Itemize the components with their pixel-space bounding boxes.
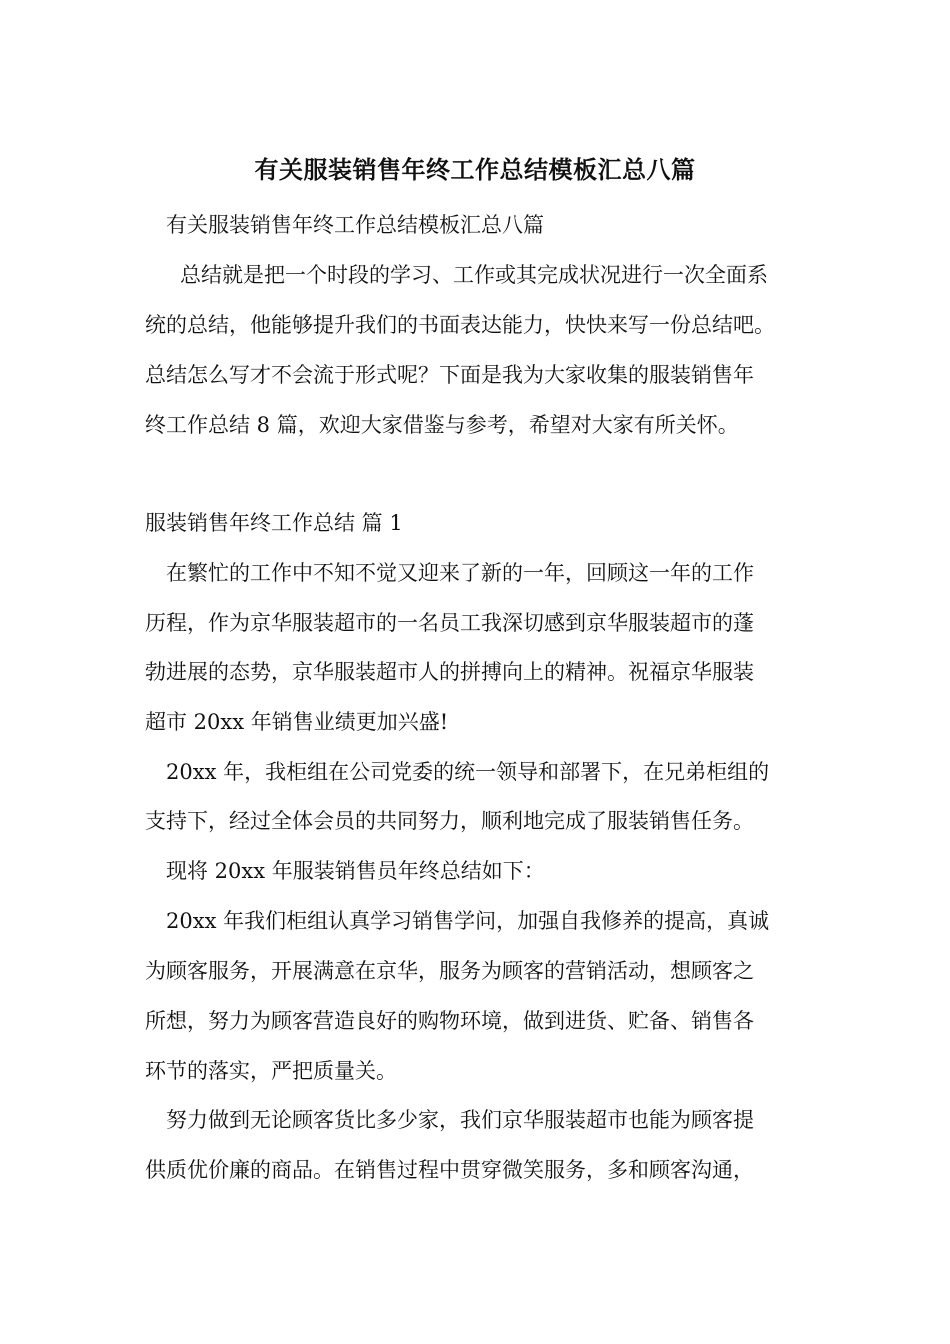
paragraph-3-line-1: 现将 20xx 年服装销售员年终总结如下： xyxy=(166,859,545,883)
intro-line-3: 总结怎么写才不会流于形式呢？下面是我为大家收集的服装销售年 xyxy=(145,363,754,387)
section-heading-1: 服装销售年终工作总结 篇 1 xyxy=(145,511,403,535)
paragraph-1-line-3: 勃进展的态势，京华服装超市人的拼搏向上的精神。祝福京华服装 xyxy=(145,660,754,684)
paragraph-1-line-4: 超市 20xx 年销售业绩更加兴盛! xyxy=(145,710,449,734)
paragraph-2-line-1: 20xx 年，我柜组在公司党委的统一领导和部署下，在兄弟柜组的 xyxy=(166,760,770,784)
document-title: 有关服装销售年终工作总结模板汇总八篇 xyxy=(254,156,696,184)
intro-line-1: 总结就是把一个时段的学习、工作或其完成状况进行一次全面系 xyxy=(180,263,768,287)
paragraph-4-line-3: 所想，努力为顾客营造良好的购物环境，做到进货、贮备、销售各 xyxy=(145,1009,754,1033)
paragraph-5-line-2: 供质优价廉的商品。在销售过程中贯穿微笑服务，多和顾客沟通， xyxy=(145,1158,754,1182)
paragraph-4-line-4: 环节的落实，严把质量关。 xyxy=(145,1059,397,1083)
paragraph-1-line-1: 在繁忙的工作中不知不觉又迎来了新的一年，回顾这一年的工作 xyxy=(166,561,754,585)
paragraph-4-line-1: 20xx 年我们柜组认真学习销售学问，加强自我修养的提高，真诚 xyxy=(166,909,770,933)
paragraph-2-line-2: 支持下，经过全体会员的共同努力，顺利地完成了服装销售任务。 xyxy=(145,809,754,833)
intro-line-2: 统的总结，他能够提升我们的书面表达能力，快快来写一份总结吧。 xyxy=(145,313,775,337)
paragraph-4-line-2: 为顾客服务，开展满意在京华，服务为顾客的营销活动，想顾客之 xyxy=(145,959,754,983)
paragraph-1-line-2: 历程，作为京华服装超市的一名员工我深切感到京华服装超市的蓬 xyxy=(145,611,754,635)
intro-line-4: 终工作总结 8 篇，欢迎大家借鉴与参考，希望对大家有所关怀。 xyxy=(145,413,739,437)
paragraph-5-line-1: 努力做到无论顾客货比多少家，我们京华服装超市也能为顾客提 xyxy=(166,1108,754,1132)
subtitle-line: 有关服装销售年终工作总结模板汇总八篇 xyxy=(166,213,544,237)
